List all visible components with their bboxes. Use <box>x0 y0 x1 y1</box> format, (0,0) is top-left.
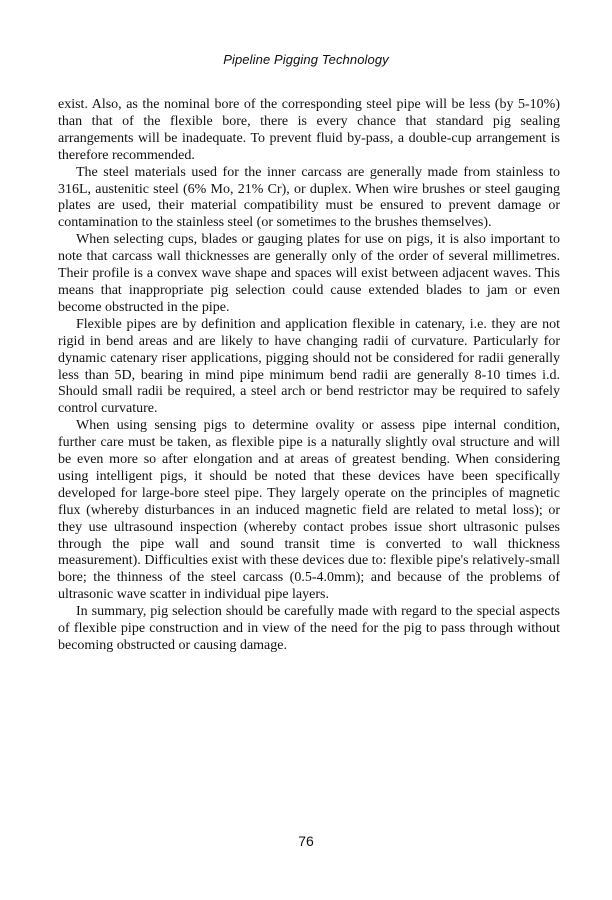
page-number: 76 <box>298 833 314 849</box>
body-text <box>58 97 560 655</box>
paragraph: Flexible pipes are by definition and application flexible in catenary, i.e. they are not rigid in bend areas and are likely to have changing radii of curvature. Particularly for dynamic catenary riser applications, pigging should not be considered for radii generally less than 5D, bearing in mind pipe minimum bend radii are generally 8-10 times i.d. Should small radii be required, a steel arch or bend restrictor may be required to safely control curvature. <box>58 316 560 417</box>
paragraph: The steel materials used for the inner carcass are generally made from stainless to 316L, austenitic steel (6% Mo, 21% Cr), or duplex. When wire brushes or steel gauging plates are used, their material compatibility must be ensured to prevent damage or contamination to the stainless steel (or sometimes to the brushes themselves). <box>58 164 560 231</box>
paragraph: When selecting cups, blades or gauging plates for use on pigs, it is also important to note that carcass wall thicknesses are generally only of the order of several millimetres. Their profile is a convex wave shape and spaces will exist between adjacent waves. This means that inappropriate pig selection could cause extended blades to jam or even become obstructed in the pipe. <box>58 232 560 315</box>
running-title: Pipeline Pigging Technology <box>223 52 389 67</box>
paragraph: In summary, pig selection should be carefully made with regard to the special aspects of flexible pipe construction and in view of the need for the pig to pass through without becoming obstructed or causing damage. <box>58 604 560 653</box>
paragraph: When using sensing pigs to determine ovality or assess pipe internal condition, further care must be taken, as flexible pipe is a naturally slightly oval structure and will be even more so after elongation and at areas of greatest bending. When considering using intelligent pigs, it should be noted that these devices have been specifically developed for large-bore steel pipe. They largely operate on the principles of magnetic flux (whereby disturbances in an induced magnetic field are related to metal loss); or they use ultrasound inspection (whereby contact probes issue short ultrasonic pulses through the pipe wall and sound transit time is converted to wall thickness measurement). Difficulties exist with these devices due to: flexible pipe's relatively-small bore; the thinness of the steel carcass (0.5-4.0mm); and because of the problems of ultrasonic wave scatter in individual pipe layers. <box>58 418 560 603</box>
paragraph: exist. Also, as the nominal bore of the corresponding steel pipe will be less (by 5-10%) than that of the flexible bore, there is every chance that standard pig sealing arrangements will be inadequate. To prevent fluid by-pass, a double-cup arrangement is therefore recommended. <box>58 97 560 163</box>
